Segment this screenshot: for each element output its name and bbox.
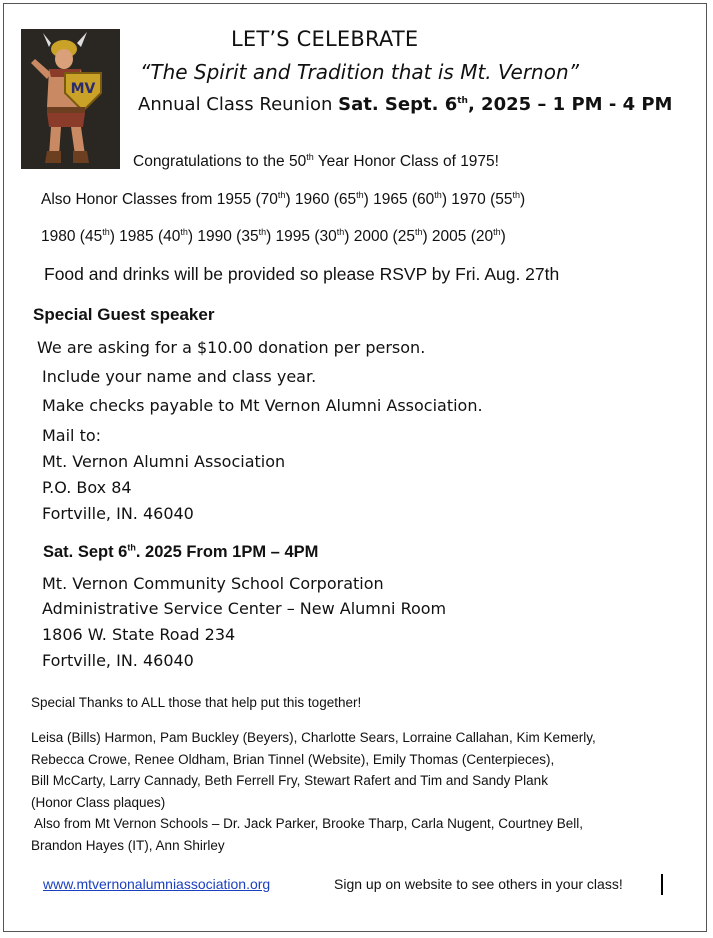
viking-mascot-icon xyxy=(21,29,120,169)
donation-line: We are asking for a $10.00 donation per person. xyxy=(37,338,426,357)
ack-line: Brandon Hayes (IT), Ann Shirley xyxy=(31,837,225,853)
mail-address-name: Mt. Vernon Alumni Association xyxy=(42,452,286,471)
reunion-line: Annual Class Reunion Sat. Sept. 6th, 2025 – 1 PM - 4 PM xyxy=(138,94,673,115)
venue-line-1: Mt. Vernon Community School Corporation xyxy=(42,574,384,593)
ack-line: Leisa (Bills) Harmon, Pam Buckley (Beyers), Charlotte Sears, Lorraine Callahan, Kim Kemerly, xyxy=(31,730,596,745)
website-link[interactable]: www.mtvernonalumniassociation.org xyxy=(43,876,271,892)
viking-mascot-logo xyxy=(21,29,120,169)
tagline: “The Spirit and Tradition that is Mt. Vernon” xyxy=(140,60,579,84)
special-guest-heading: Special Guest speaker xyxy=(33,305,215,324)
shield-letters: MV xyxy=(70,81,96,97)
ack-line: (Honor Class plaques) xyxy=(31,794,166,810)
mail-address-city: Fortville, IN. 46040 xyxy=(42,504,194,523)
ack-line: Bill McCarty, Larry Cannady, Beth Ferrell Fry, Stewart Rafert and Tim and Sandy Plank xyxy=(31,773,548,788)
congrats-line: Congratulations to the 50th Year Honor Class of 1975! xyxy=(133,151,499,170)
venue-line-2: Administrative Service Center – New Alumni Room xyxy=(42,599,447,618)
food-rsvp-line: Food and drinks will be provided so please RSVP by Fri. Aug. 27th xyxy=(44,264,560,284)
acknowledgements xyxy=(31,727,701,856)
headline: LET’S CELEBRATE xyxy=(231,27,419,51)
honor-classes-line-2: 1980 (45th) 1985 (40th) 1990 (35th) 1995 (30th) 2000 (25th) 2005 (20th) xyxy=(41,226,506,245)
special-thanks: Special Thanks to ALL those that help put this together! xyxy=(31,695,362,710)
checks-payable-line: Make checks payable to Mt Vernon Alumni Association. xyxy=(42,396,483,415)
ack-line: Also from Mt Vernon Schools – Dr. Jack Parker, Brooke Tharp, Carla Nugent, Courtney Bell, xyxy=(31,816,584,831)
honor-classes-line-1: Also Honor Classes from 1955 (70th) 1960 (65th) 1965 (60th) 1970 (55th) xyxy=(41,189,526,208)
text-cursor xyxy=(661,874,663,895)
mail-to-label: Mail to: xyxy=(42,426,102,445)
venue-line-4: Fortville, IN. 46040 xyxy=(42,651,194,670)
ack-line: Rebecca Crowe, Renee Oldham, Brian Tinnel (Website), Emily Thomas (Centerpieces), xyxy=(31,751,555,767)
venue-line-3: 1806 W. State Road 234 xyxy=(42,625,236,644)
mail-address-box: P.O. Box 84 xyxy=(42,478,132,497)
signup-note: Sign up on website to see others in your class! xyxy=(334,876,623,892)
include-name-line: Include your name and class year. xyxy=(42,367,317,386)
event-date-time: Sat. Sept 6th. 2025 From 1PM – 4PM xyxy=(43,542,319,561)
